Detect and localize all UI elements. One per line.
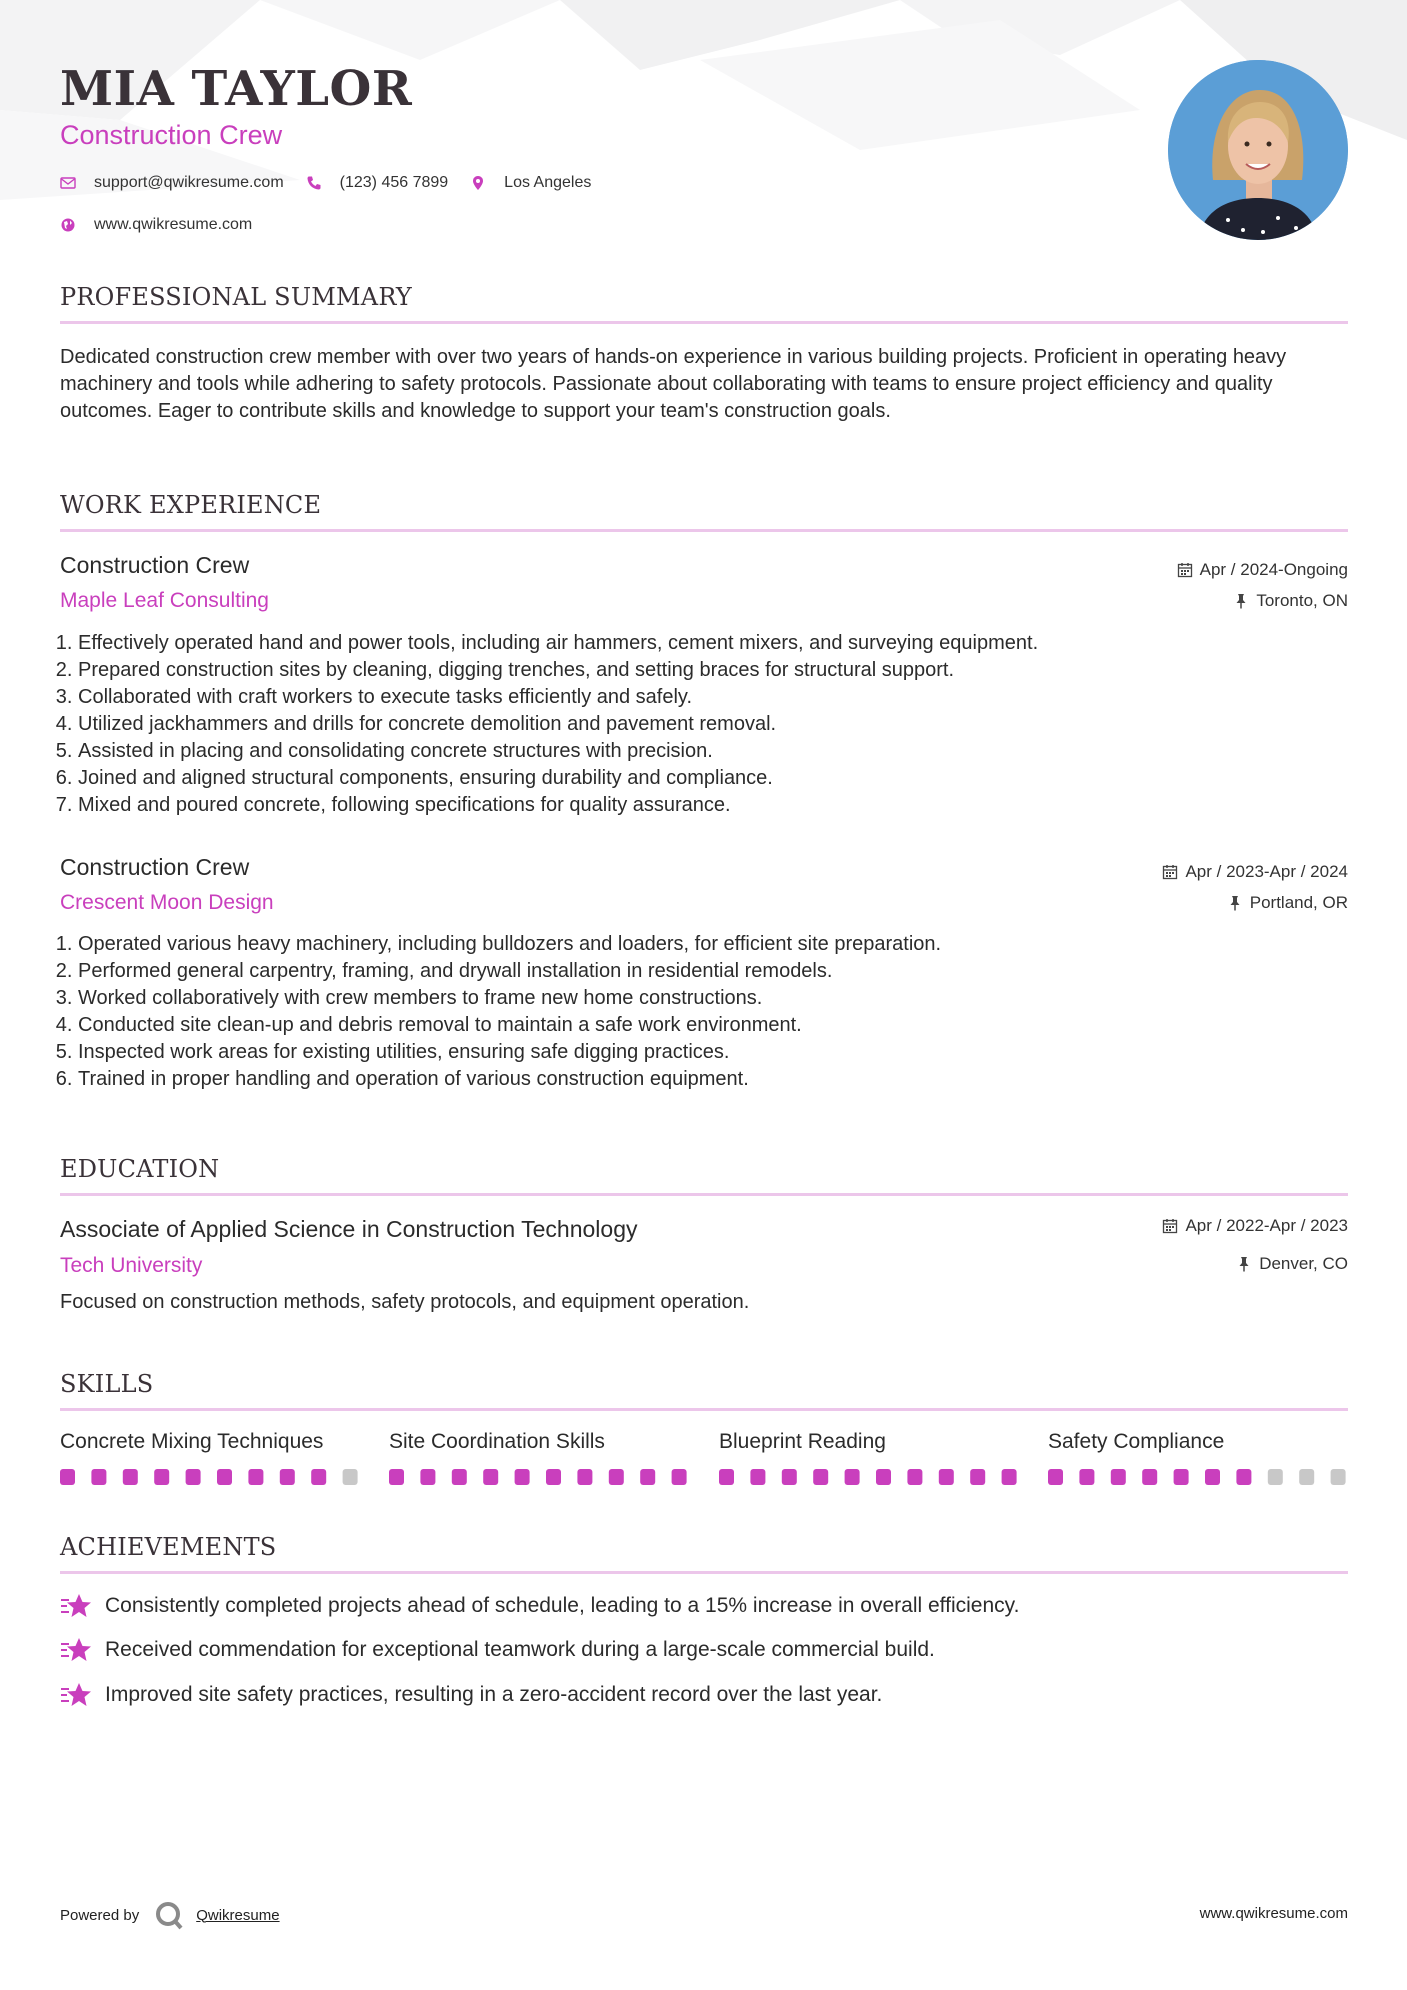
- rating-dot-filled: [672, 1469, 687, 1485]
- rating-dot-filled: [420, 1469, 435, 1485]
- person-portrait-icon: [1168, 60, 1348, 240]
- list-item: 6. Trained in proper handling and operation of various construction equipment.: [78, 1066, 1348, 1093]
- map-pin-icon: [470, 175, 486, 191]
- skills-divider: [60, 1408, 1348, 1411]
- education-location: [1236, 1253, 1348, 1275]
- rating-dot-filled: [248, 1469, 263, 1485]
- calendar-icon: [1162, 864, 1178, 880]
- job-responsibilities: [60, 630, 1348, 819]
- contact-row-website: [60, 216, 274, 234]
- achievement-text: Received commendation for exceptional teamwork during a large-scale commercial build.: [105, 1638, 935, 1661]
- skill-name: Safety Compliance: [1048, 1430, 1225, 1453]
- star-badge-icon: [60, 1592, 92, 1620]
- skill-item: [719, 1428, 1019, 1456]
- rating-dot-filled: [813, 1469, 828, 1485]
- achievement-item: [60, 1636, 935, 1664]
- skill-rating: [1048, 1468, 1348, 1486]
- candidate-name: MIA TAYLOR: [60, 61, 413, 117]
- rating-dot-filled: [389, 1469, 404, 1485]
- email-text: support@qwikresume.com: [94, 174, 284, 191]
- job-company: Maple Leaf Consulting: [60, 589, 269, 612]
- job-date-text: Apr / 2023-Apr / 2024: [1185, 862, 1348, 881]
- rating-dot-filled: [577, 1469, 592, 1485]
- job-company: Crescent Moon Design: [60, 891, 274, 914]
- rating-dot-filled: [91, 1469, 106, 1485]
- contact-website[interactable]: [60, 216, 252, 234]
- rating-dot-filled: [186, 1469, 201, 1485]
- skill-rating: [389, 1468, 689, 1486]
- rating-dot-filled: [876, 1469, 891, 1485]
- rating-dot-filled: [845, 1469, 860, 1485]
- summary-divider: [60, 321, 1348, 324]
- rating-dot-filled: [907, 1469, 922, 1485]
- rating-dot-filled: [1236, 1469, 1251, 1485]
- rating-dot-filled: [970, 1469, 985, 1485]
- skill-item: [1048, 1428, 1348, 1456]
- education-date: [1162, 1215, 1348, 1237]
- list-item: 5. Assisted in placing and consolidating concrete structures with precision.: [78, 738, 1348, 765]
- calendar-icon: [1162, 1218, 1178, 1234]
- job-date: [1162, 861, 1348, 883]
- achievements-heading: ACHIEVEMENTS: [60, 1533, 277, 1561]
- school-name: Tech University: [60, 1254, 203, 1277]
- contact-phone[interactable]: [306, 174, 449, 192]
- list-item: 6. Joined and aligned structural components, ensuring durability and compliance.: [78, 765, 1348, 792]
- summary-text: Dedicated construction crew member with over two years of hands-on experience in various building projects. Proficient in operating heavy machinery and tools while adhering to safety protocols. Passionate about collaborating with teams to ensure project efficiency and quality outcomes. Eager to contribute skills and knowledge to support your team's construction goals.: [60, 346, 1287, 422]
- phone-icon: [306, 175, 322, 191]
- rating-dot-filled: [483, 1469, 498, 1485]
- job-location: [1227, 892, 1348, 914]
- list-item: 3. Worked collaboratively with crew members to frame new home constructions.: [78, 985, 1348, 1012]
- skill-item: [389, 1428, 689, 1456]
- education-description: Focused on construction methods, safety protocols, and equipment operation.: [60, 1291, 750, 1313]
- rating-dot-filled: [60, 1469, 75, 1485]
- job-location-text: Portland, OR: [1249, 893, 1348, 912]
- candidate-role: Construction Crew: [60, 120, 283, 150]
- achievement-text: Consistently completed projects ahead of schedule, leading to a 15% increase in overall efficiency.: [105, 1594, 1020, 1617]
- calendar-icon: [1177, 562, 1193, 578]
- rating-dot-filled: [154, 1469, 169, 1485]
- rating-dot-filled: [939, 1469, 954, 1485]
- contact-row: [60, 174, 613, 192]
- list-item: 2. Performed general carpentry, framing, and drywall installation in residential remodels.: [78, 958, 1348, 985]
- rating-dot-filled: [280, 1469, 295, 1485]
- job-location-text: Toronto, ON: [1256, 591, 1348, 610]
- rating-dot-filled: [1205, 1469, 1220, 1485]
- rating-dot-filled: [515, 1469, 530, 1485]
- brand-link[interactable]: Qwikresume: [196, 1906, 280, 1924]
- list-item: 4. Utilized jackhammers and drills for concrete demolition and pavement removal.: [78, 711, 1348, 738]
- rating-dot-filled: [452, 1469, 467, 1485]
- footer-powered-by: [60, 1900, 280, 1930]
- list-item: 4. Conducted site clean-up and debris removal to maintain a safe work environment.: [78, 1012, 1348, 1039]
- job-title: Construction Crew: [60, 552, 250, 578]
- education-location-text: Denver, CO: [1259, 1254, 1348, 1273]
- contact-location: [470, 174, 591, 192]
- rating-dot-filled: [640, 1469, 655, 1485]
- skill-name: Site Coordination Skills: [389, 1430, 605, 1453]
- rating-dot-empty: [1331, 1469, 1346, 1485]
- achievement-text: Improved site safety practices, resulting in a zero-accident record over the last year.: [105, 1683, 883, 1706]
- pushpin-icon: [1236, 1256, 1252, 1272]
- rating-dot-filled: [311, 1469, 326, 1485]
- skill-rating: [719, 1468, 1019, 1486]
- experience-heading: WORK EXPERIENCE: [60, 491, 322, 519]
- phone-text: (123) 456 7899: [339, 174, 449, 191]
- education-divider: [60, 1193, 1348, 1196]
- skill-rating: [60, 1468, 360, 1486]
- qwikresume-logo-icon: [154, 1900, 184, 1930]
- education-heading: EDUCATION: [60, 1155, 220, 1183]
- footer-website[interactable]: www.qwikresume.com: [1199, 1905, 1348, 1922]
- skill-item: [60, 1428, 360, 1456]
- envelope-icon: [60, 175, 76, 191]
- degree-title: Associate of Applied Science in Construction Technology: [60, 1216, 638, 1242]
- profile-photo: [1168, 60, 1348, 240]
- rating-dot-filled: [1002, 1469, 1017, 1485]
- list-item: 1. Effectively operated hand and power tools, including air hammers, cement mixers, and surveying equipment.: [78, 630, 1348, 657]
- star-badge-icon: [60, 1681, 92, 1709]
- experience-divider: [60, 529, 1348, 532]
- achievements-divider: [60, 1571, 1348, 1574]
- rating-dot-filled: [1142, 1469, 1157, 1485]
- skill-name: Concrete Mixing Techniques: [60, 1430, 324, 1453]
- rating-dot-filled: [1174, 1469, 1189, 1485]
- rating-dot-filled: [546, 1469, 561, 1485]
- rating-dot-empty: [1299, 1469, 1314, 1485]
- rating-dot-filled: [1111, 1469, 1126, 1485]
- job-date: [1177, 559, 1348, 581]
- rating-dot-filled: [719, 1469, 734, 1485]
- rating-dot-filled: [609, 1469, 624, 1485]
- pushpin-icon: [1233, 593, 1249, 609]
- skills-heading: SKILLS: [60, 1370, 154, 1398]
- website-text: www.qwikresume.com: [94, 216, 253, 233]
- job-title: Construction Crew: [60, 854, 250, 880]
- rating-dot-empty: [1268, 1469, 1283, 1485]
- star-badge-icon: [60, 1636, 92, 1664]
- rating-dot-filled: [750, 1469, 765, 1485]
- achievement-item: [60, 1681, 882, 1709]
- rating-dot-filled: [1079, 1469, 1094, 1485]
- summary-heading: PROFESSIONAL SUMMARY: [60, 283, 412, 311]
- rating-dot-filled: [123, 1469, 138, 1485]
- rating-dot-filled: [782, 1469, 797, 1485]
- pushpin-icon: [1227, 895, 1243, 911]
- list-item: 2. Prepared construction sites by cleaning, digging trenches, and setting braces for structural support.: [78, 657, 1348, 684]
- rating-dot-filled: [1048, 1469, 1063, 1485]
- list-item: 7. Mixed and poured concrete, following specifications for quality assurance.: [78, 792, 1348, 819]
- education-date-text: Apr / 2022-Apr / 2023: [1185, 1216, 1348, 1235]
- achievement-item: [60, 1592, 1019, 1620]
- list-item: 5. Inspected work areas for existing utilities, ensuring safe digging practices.: [78, 1039, 1348, 1066]
- list-item: 3. Collaborated with craft workers to execute tasks efficiently and safely.: [78, 684, 1348, 711]
- globe-icon: [60, 217, 76, 233]
- skill-name: Blueprint Reading: [719, 1430, 886, 1453]
- powered-by-label: Powered by: [60, 1906, 140, 1924]
- contact-email[interactable]: [60, 174, 284, 192]
- job-location: [1233, 590, 1348, 612]
- list-item: 1. Operated various heavy machinery, including bulldozers and loaders, for efficient site preparation.: [78, 931, 1348, 958]
- rating-dot-filled: [217, 1469, 232, 1485]
- rating-dot-empty: [343, 1469, 358, 1485]
- job-responsibilities: [60, 931, 1348, 1093]
- job-date-text: Apr / 2024-Ongoing: [1199, 560, 1348, 579]
- location-text: Los Angeles: [504, 174, 592, 191]
